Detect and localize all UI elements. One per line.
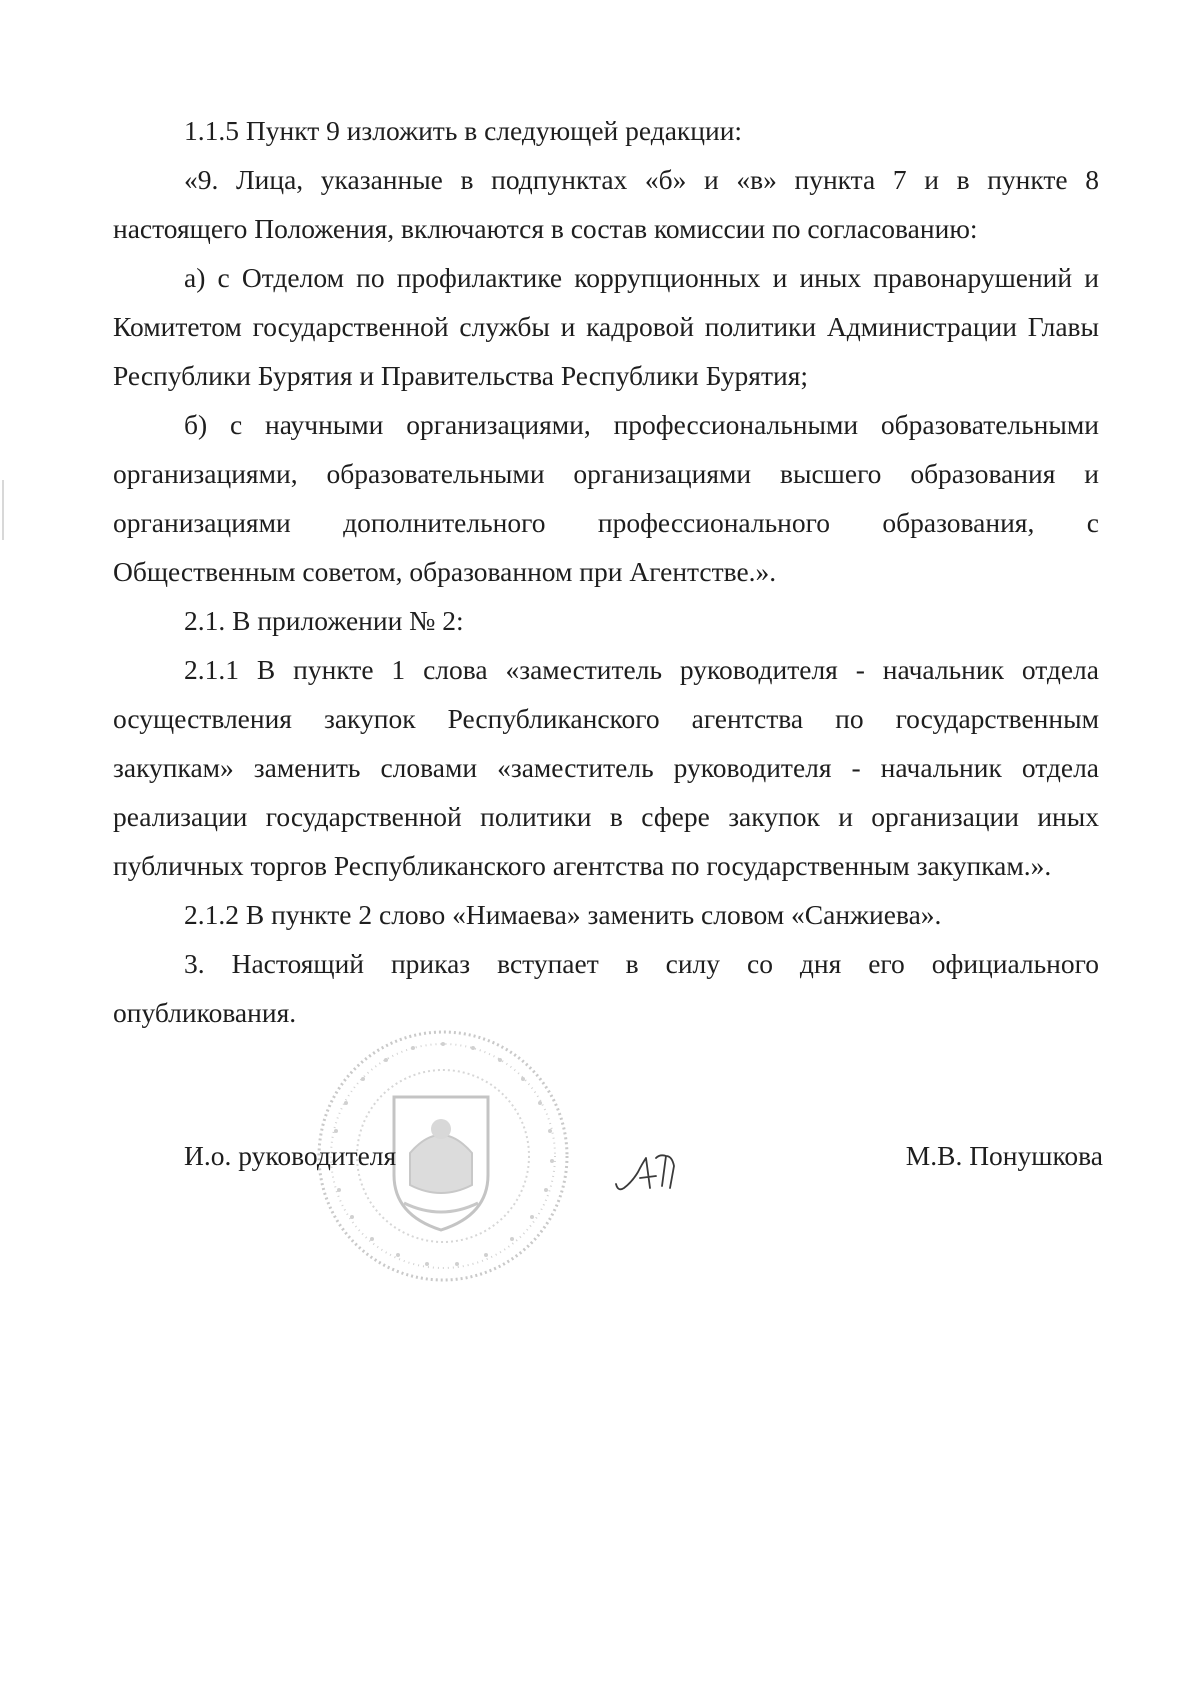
paragraph-subitem-b: б) с научными организациями, профессиональными образовательными организациями, образовательными организациями высшего образования и организациями дополнительного профессионального образования, с Общественным советом, образованном при Агентстве.». [113, 409, 1099, 587]
scan-margin-mark [2, 480, 4, 540]
paragraph-subitem-a: а) с Отделом по профилактике коррупционных и иных правонарушений и Комитетом государственной службы и кадровой политики Администрации Главы Республики Бурятия и Правительства Республики Бурятия; [113, 262, 1099, 391]
paragraph-1-1-5: 1.1.5 Пункт 9 изложить в следующей редакции: [184, 115, 743, 146]
paragraph-2-1-1: 2.1.1 В пункте 1 слова «заместитель руководителя - начальник отдела осуществления закупок Республиканского агентства по государственным закупкам» заменить словами «заместитель руководителя - начальник отдела реализации государственной политики в сфере закупок и организации иных публичных торгов Республиканского агентства по государственным закупкам.». [113, 654, 1099, 881]
paragraph-3: 3. Настоящий приказ вступает в силу со дня его официального опубликования. [113, 948, 1099, 1028]
handwritten-signature [612, 1148, 692, 1198]
signatory-title: И.о. руководителя [184, 1140, 397, 1171]
paragraph-2-1-2: 2.1.2 В пункте 2 слово «Нимаева» заменить словом «Санжиева». [184, 899, 942, 930]
paragraph-2-1: 2.1. В приложении № 2: [184, 605, 464, 636]
paragraph-9-heading: «9. Лица, указанные в подпунктах «б» и «в» пункта 7 и в пункте 8 настоящего Положения, включаются в состав комиссии по согласованию: [113, 164, 1099, 244]
document-body [113, 106, 1099, 1037]
signatory-name: М.В. Понушкова [905, 1140, 1103, 1171]
